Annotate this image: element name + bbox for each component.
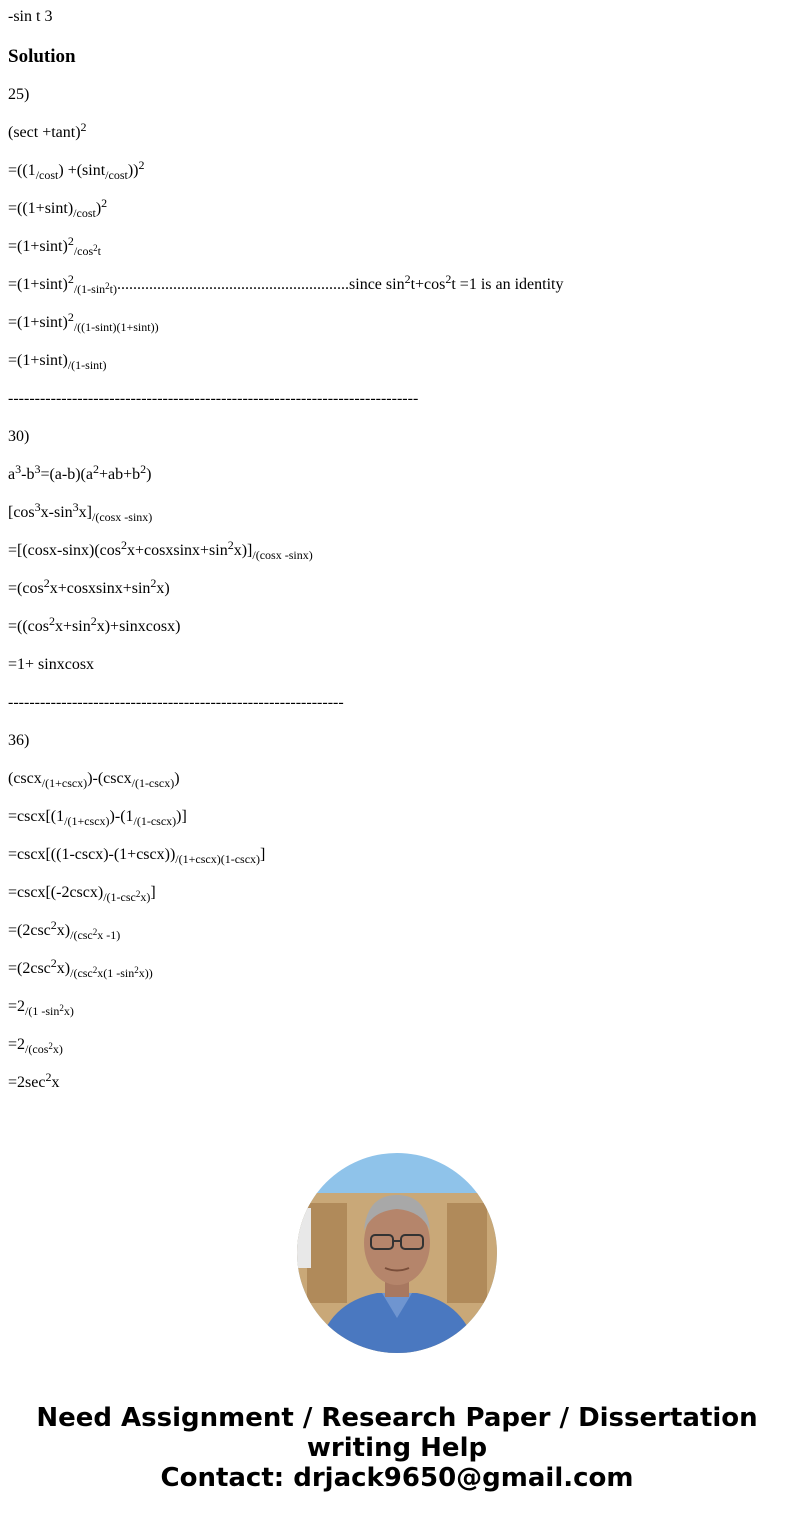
problem-number-25: 25) (8, 86, 30, 103)
avatar (297, 1153, 497, 1353)
equation-line: (cscx$_{/(1+cscx)}$)-(cscx$_{/(1-cscx)}$) (8, 770, 180, 790)
equation-line: $=((1_{/cost}) +(\sin t_{/cost}))^2$ (8, 158, 145, 182)
equation-line: $=2_{/(1 -sin^2x)}$ (8, 998, 74, 1018)
separator-line: ----------------------------------------------------------------------------- (8, 390, 419, 407)
equation-line: $=(1+\sin t)^2_{/(1-sin^2t)}..........................................................since$ $\sin^2t+\cos^2t =1$ is an identity (8, 272, 564, 296)
contact-banner (0, 1403, 794, 1493)
equation-line: $=\csc x[(-2\csc x)_{/(1-csc^2x)}]$ (8, 884, 156, 904)
problem-number-30: 30) (8, 428, 30, 445)
equation-line: $=((1+\sin t)_{/cost})^2$ (8, 196, 108, 220)
equation-line: $=\csc x[(1_{/(1+cscx)})-(1_{/(1-cscx)})]$ (8, 808, 187, 828)
equation-line: $=(1+\sin t)^2_{/cos^2t}$ (8, 234, 102, 258)
equation-line: $=(1+\sin t)_{/(1-sint)}$ (8, 352, 107, 372)
problem-number-36: 36) (8, 732, 30, 749)
equation-line: $=(2\csc^2x)_{/(csc^2x(1 -sin^2x))}$ (8, 956, 153, 980)
separator-line: --------------------------------------------------------------- (8, 694, 344, 711)
equation-line: $=2_{/(cos^2x)}$ (8, 1036, 63, 1056)
equation-line: $=(1+\sin t)^2_{/((1-sint)(1+sint))}$ (8, 310, 159, 334)
equation-line: $=[(\cos x-\sin x)(\cos^2x+cosxsinx+\sin^2x)]_{/(cosx -sinx)}$ (8, 538, 313, 562)
banner-line: writing Help (306, 1433, 488, 1463)
person-photo-icon (297, 1153, 497, 1353)
equation-line: $=(2\csc^2x)_{/(csc^2x -1)}$ (8, 918, 121, 942)
equation-line: $(\sec t +\tan t)^2$ (8, 120, 87, 141)
equation-line: =1+ sinxcosx (8, 656, 95, 673)
equation-line: $=2\sec^2x$ (8, 1070, 60, 1091)
equation-line: $=\csc x[((1-\csc x)-(1+\csc x))_{/(1+cscx)(1-cscx)}]$ (8, 846, 266, 866)
contact-email: Contact: drjack9650@gmail.com (160, 1463, 634, 1493)
equation-line: $=((\cos^2x+\sin^2x)+sinxcosx)$ (8, 614, 181, 635)
equation-line: $a^3-b^3=(a-b)(a^2+ab+b^2)$ (8, 462, 152, 483)
banner-line: Need Assignment / Research Paper / Dissertation (36, 1403, 758, 1433)
equation-line: $[\cos^3x-\sin^3x]_{/(cosx -sinx)}$ (8, 500, 153, 524)
equation-line: $=(\cos^2x+cosxsinx+\sin^2x)$ (8, 576, 170, 597)
header-line: -sin t 3 (8, 8, 53, 25)
solution-title: Solution (8, 46, 76, 67)
